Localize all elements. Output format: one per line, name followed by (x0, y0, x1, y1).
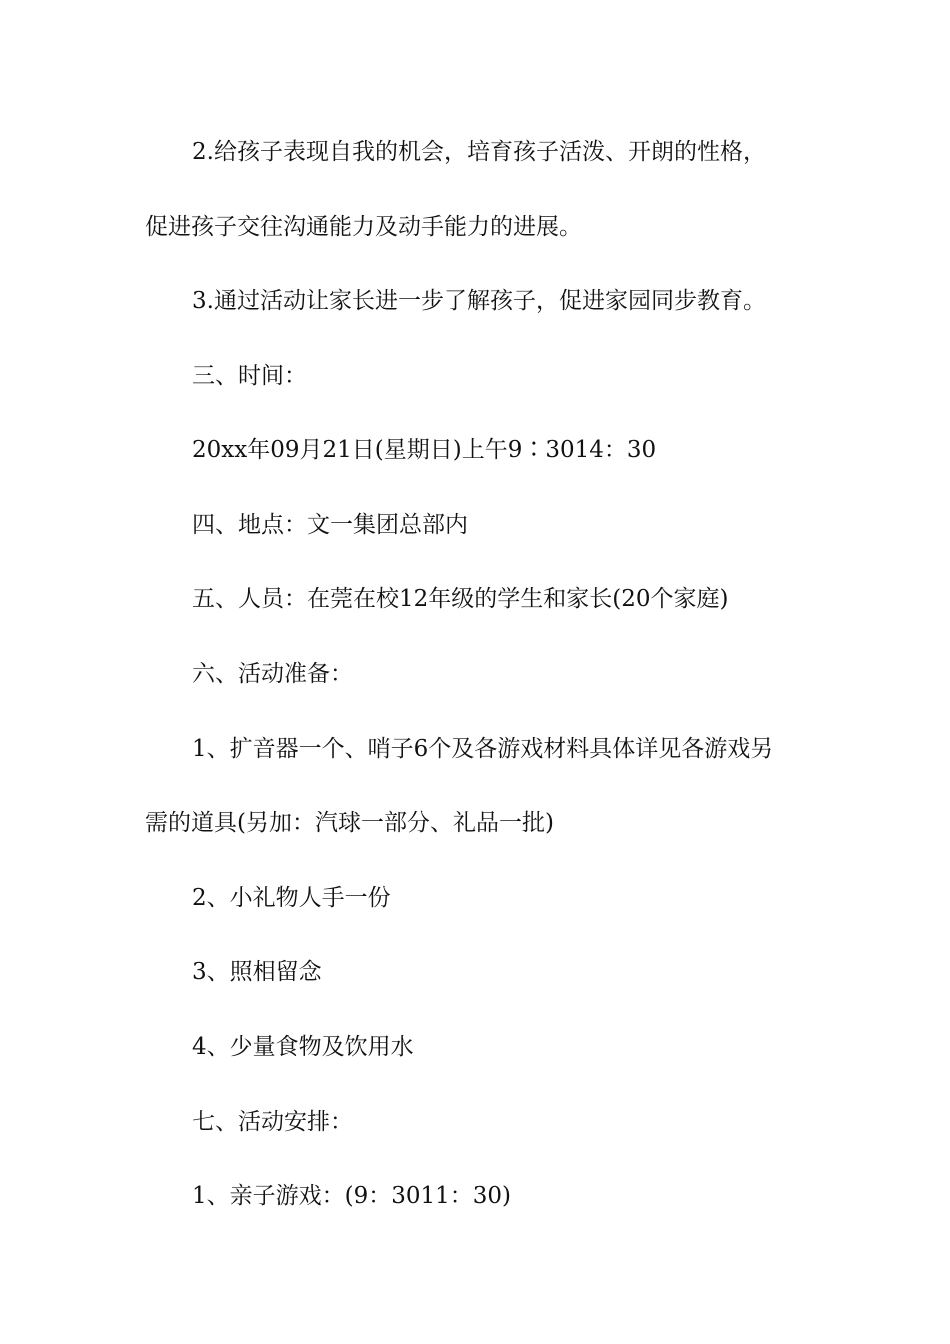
preparation-item-1: 1、扩音器一个、哨子6个及各游戏材料具体详见各游戏另 (192, 736, 774, 762)
section-heading-location: 四、地点：文一集团总部内 (192, 512, 468, 538)
preparation-item-2: 2、小礼物人手一份 (192, 885, 391, 911)
section-heading-schedule: 七、活动安排： (192, 1109, 353, 1135)
preparation-item-1-continued: 需的道具(另加：汽球一部分、礼品一批) (145, 810, 554, 836)
schedule-item-1: 1、亲子游戏：(9：3011：30) (192, 1183, 512, 1209)
paragraph-goal-3: 3.通过活动让家长进一步了解孩子，促进家园同步教育。 (192, 288, 766, 314)
section-heading-participants: 五、人员：在莞在校12年级的学生和家长(20个家庭) (192, 586, 729, 612)
section-heading-time: 三、时间： (192, 363, 307, 389)
preparation-item-4: 4、少量食物及饮用水 (192, 1034, 414, 1060)
time-detail: 20xx年09月21日(星期日)上午9∶3014：30 (192, 437, 657, 463)
section-heading-preparation: 六、活动准备： (192, 661, 353, 687)
paragraph-goal-2-continued: 促进孩子交往沟通能力及动手能力的进展。 (145, 214, 582, 240)
preparation-item-3: 3、照相留念 (192, 959, 322, 985)
paragraph-goal-2: 2.给孩子表现自我的机会，培育孩子活泼、开朗的性格， (192, 139, 766, 165)
